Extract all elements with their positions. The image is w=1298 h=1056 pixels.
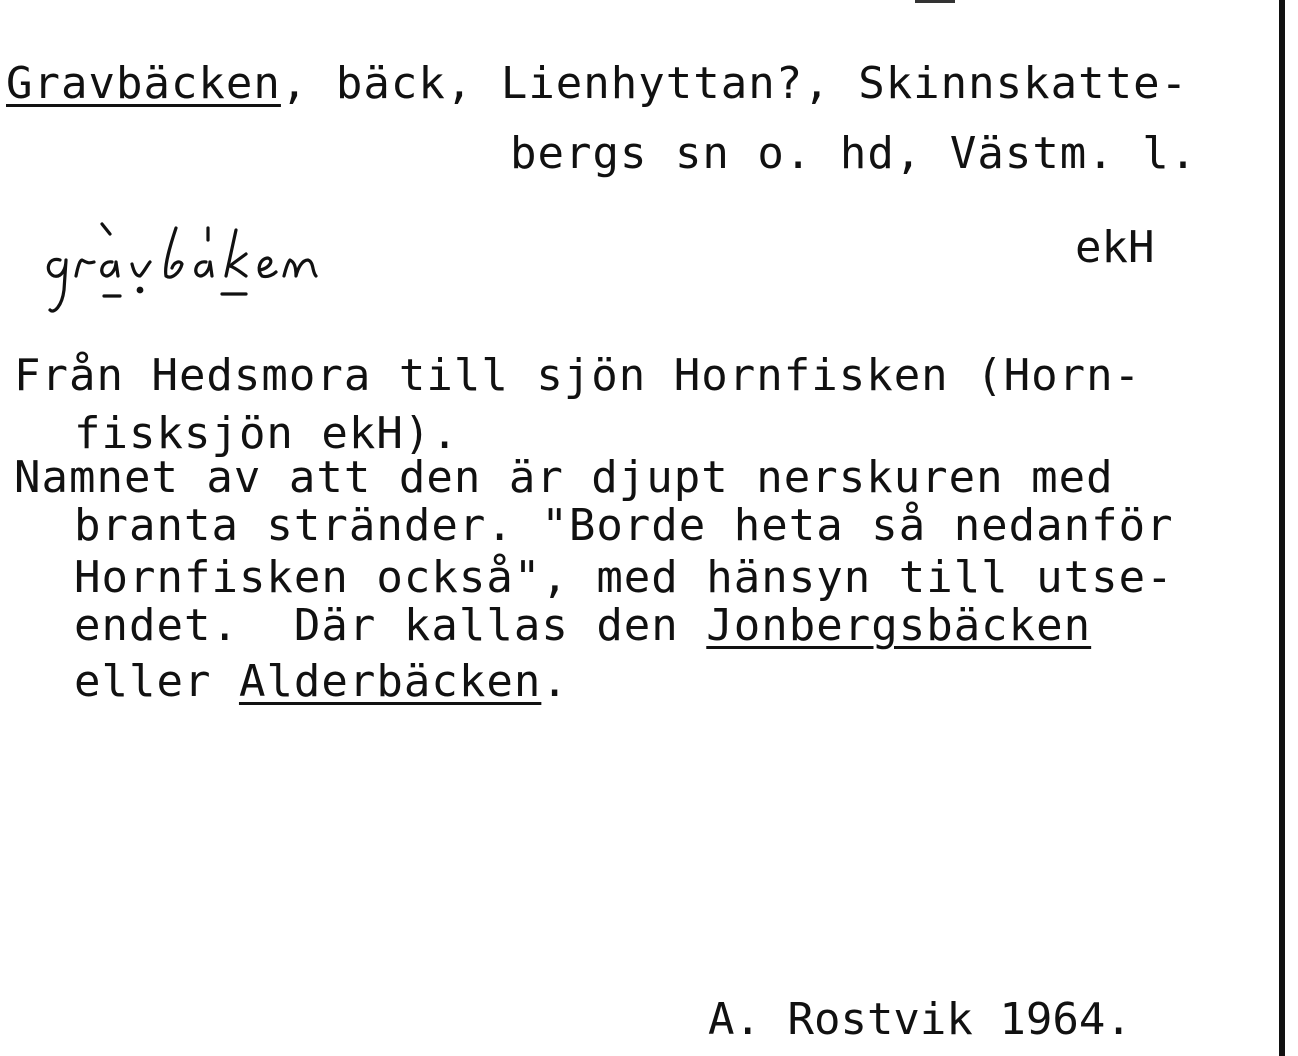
alt-name-alderbacken: Alderbäcken (238, 656, 542, 707)
body-line-7-end: . (541, 656, 569, 707)
body-line-4: branta stränder. "Borde heta så nedanför (74, 500, 1174, 551)
pronunciation-source: ekH (1075, 222, 1155, 273)
card-edge-line (1279, 0, 1285, 1056)
body-line-5: Hornfisken också", med hänsyn till utse- (74, 552, 1174, 603)
handwritten-pronunciation (40, 210, 460, 324)
alt-name-jonbergsbacken: Jonbergsbäcken (706, 600, 1092, 651)
header-line-1 (6, 58, 1188, 110)
headword: Gravbäcken (6, 58, 281, 109)
top-edge-mark (915, 0, 955, 3)
header-line-2: bergs sn o. hd, Västm. l. (510, 128, 1198, 179)
header-rest: , bäck, Lienhyttan?, Skinnskatte- (280, 58, 1189, 109)
body-line-1: Från Hedsmora till sjön Hornfisken (Horn- (14, 350, 1142, 401)
handwriting-image (40, 210, 460, 320)
body-line-7 (74, 656, 569, 708)
body-line-6 (74, 600, 1091, 652)
body-line-6-text: endet. Där kallas den (74, 600, 707, 651)
body-line-3: Namnet av att den är djupt nerskuren med (14, 452, 1114, 503)
body-line-2: fisksjön ekH). (74, 408, 459, 459)
body-line-7-text: eller (74, 656, 239, 707)
signature: A. Rostvik 1964. (708, 994, 1132, 1045)
